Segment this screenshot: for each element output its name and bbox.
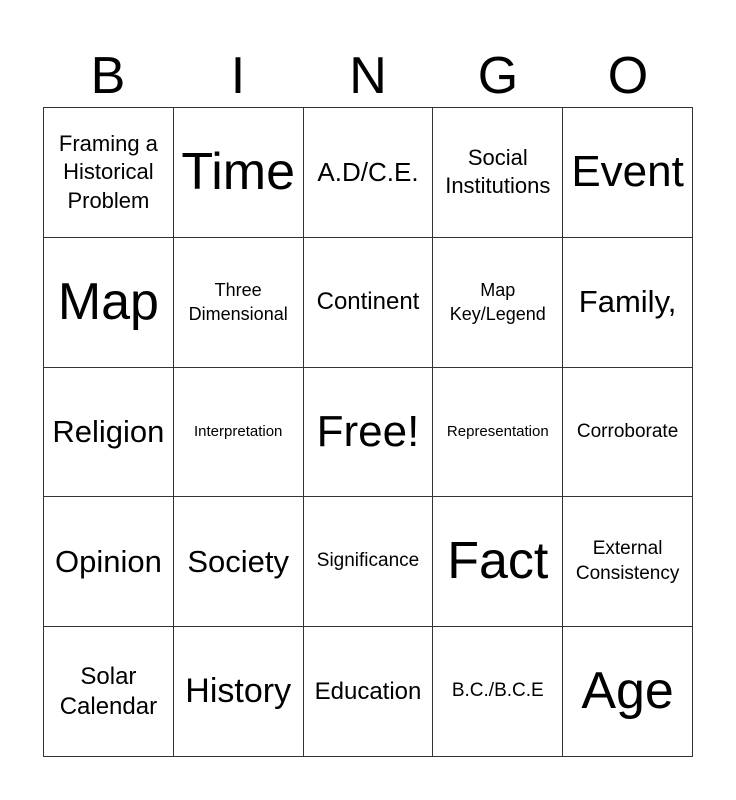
- bingo-cell: External Consistency: [563, 497, 693, 627]
- bingo-cell: Map: [44, 238, 174, 368]
- bingo-cell: Continent: [304, 238, 434, 368]
- bingo-cell: Social Institutions: [433, 108, 563, 238]
- bingo-header: [43, 44, 693, 108]
- bingo-card-grid: [43, 107, 693, 757]
- bingo-cell: B.C./B.C.E: [433, 627, 563, 757]
- bingo-cell: Event: [563, 108, 693, 238]
- bingo-cell: Map Key/Legend: [433, 238, 563, 368]
- bingo-cell: Time: [174, 108, 304, 238]
- bingo-cell: Religion: [44, 368, 174, 498]
- bingo-cell: Opinion: [44, 497, 174, 627]
- header-letter-n: N: [349, 47, 387, 105]
- bingo-cell: Education: [304, 627, 434, 757]
- header-letter-g: G: [477, 47, 519, 105]
- bingo-cell: Significance: [304, 497, 434, 627]
- bingo-cell: Representation: [433, 368, 563, 498]
- bingo-cell: History: [174, 627, 304, 757]
- bingo-cell: Free!: [304, 368, 434, 498]
- header-letter-b: B: [90, 47, 126, 105]
- bingo-cell: Corroborate: [563, 368, 693, 498]
- header-letter-o: O: [607, 47, 649, 105]
- header-letter-i: I: [230, 47, 246, 105]
- bingo-cell: Society: [174, 497, 304, 627]
- bingo-cell: Framing a Historical Problem: [44, 108, 174, 238]
- bingo-cell: Family,: [563, 238, 693, 368]
- bingo-cell: A.D/C.E.: [304, 108, 434, 238]
- bingo-cell: Three Dimensional: [174, 238, 304, 368]
- bingo-cell: Interpretation: [174, 368, 304, 498]
- bingo-cell: Solar Calendar: [44, 627, 174, 757]
- bingo-cell: Age: [563, 627, 693, 757]
- bingo-cell: Fact: [433, 497, 563, 627]
